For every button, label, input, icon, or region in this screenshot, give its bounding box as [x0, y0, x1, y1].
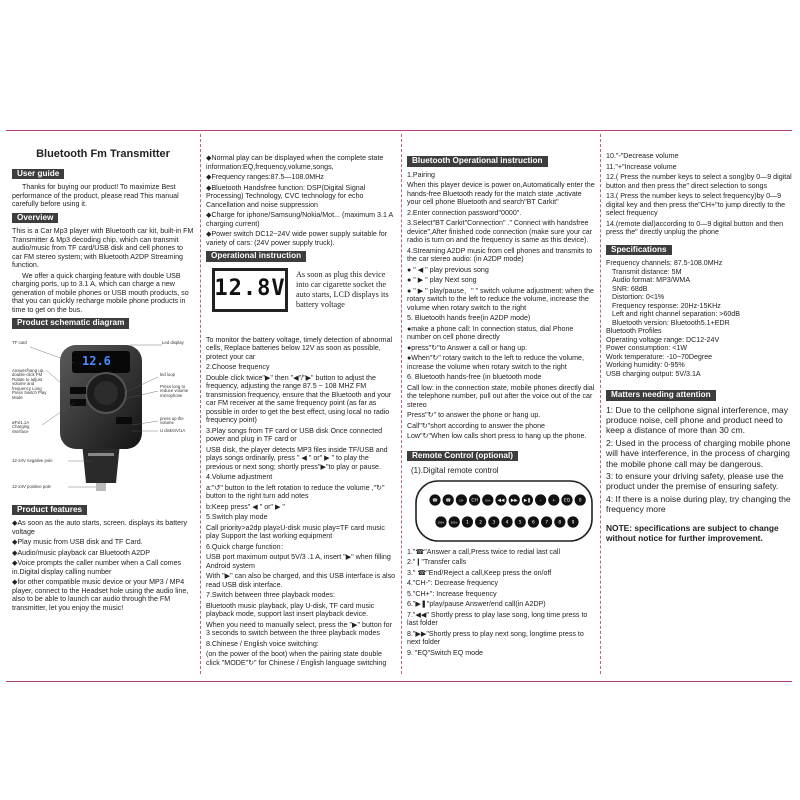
- remote-key-label: 7: [545, 520, 548, 526]
- remote-key-label: ◀◀: [497, 498, 505, 504]
- op-text: Bluetooth music playback, play U-disk, TF card music playback mode, support last insert playback device.: [206, 601, 375, 618]
- remote-key-label: 0: [578, 498, 582, 504]
- bt-text: 5. Bluetooth hands free(in A2DP mode): [407, 314, 531, 322]
- remote-key-label: EQ: [563, 498, 571, 504]
- spec-bullet: ◆Charge for iphone/Samsung/Nokia/Mot... (maximum 3.1 A charging current): [206, 211, 393, 228]
- remote-item: 11."+"Increase volume: [606, 162, 677, 171]
- remote-key-label: 6: [532, 520, 535, 526]
- lcd-caption: As soon as plug this device into car cigarette socket the auto starts, LCD displays its battery voltage: [296, 269, 389, 309]
- op-text: a:"↺" button to the left rotation to reduce the volume ,"↻" button to the right turn add notes: [206, 483, 385, 500]
- negative-pole-label: 12-24V negative pole: [12, 457, 53, 463]
- spec-row: Bluetooth version: Bluetooth5.1+EDR: [612, 318, 730, 327]
- product-schematic: [12, 333, 190, 501]
- remote-key-label: ☎: [445, 498, 451, 504]
- remote-item: 5."CH+": Increase frequency: [407, 589, 497, 598]
- spec-row: Transmit distance: 5M: [612, 267, 682, 276]
- remote-key-label: 1: [466, 520, 469, 526]
- remote-item: 1."☎"Answer a call,Press twice to redial last call: [407, 547, 561, 556]
- remote-subtitle: (1).Digital remote control: [411, 466, 499, 475]
- column-1: [12, 140, 194, 670]
- attention-header: Matters needing attention: [606, 390, 716, 401]
- column-3: [407, 152, 595, 682]
- bt-text: ● " ▶ " play/pause，" " switch volume adjustment: when the rotary switch to the left to reduce the volume, increase the volume when rotary switch to the right: [407, 286, 594, 312]
- remote-key-label: -: [539, 498, 542, 504]
- lcd-illustration: [212, 268, 396, 312]
- remote-item: 7."◀◀" Shortly press to play lase song, long time press to last folder: [407, 610, 588, 627]
- note-text: NOTE: specifications are subject to change without notice for further improvement.: [606, 522, 779, 543]
- attention-item: 1: Due to the cellphone signal interference, may produce noise, cell phone and product need to keep a distance of more than 30 cm.: [606, 404, 789, 436]
- remote-key-label: CH-: [459, 499, 464, 503]
- spec-bullet: ◆Normal play can be displayed when the complete state information:EQ,frequency,volume,songs,: [206, 154, 384, 171]
- manual-title: Bluetooth Fm Transmitter: [36, 148, 170, 160]
- column-divider: [600, 134, 601, 674]
- bt-text: When this player device is power on,Automatically enter the hands-free Bluetooth ready for the match state ,activate your cell phone Bluetooth and search"BT Carkit": [407, 181, 595, 206]
- op-text: 2.Choose frequency: [206, 363, 270, 371]
- bt-text: Call low: in the connection state, mobile phones directly dial the telephone number, pull out after the voice out of the car stereo: [407, 383, 595, 409]
- op-text: Call priority>a2dp play≥U-disk music play=TF card music play Support the last working equipment: [206, 523, 385, 540]
- remote-key-label: 200+: [450, 521, 458, 525]
- remote-key-label: 3: [492, 520, 496, 526]
- remote-key-label: +: [551, 498, 556, 504]
- op-text: (on the power of the boot) when the pairing state double click "MODE"↻" for Chinese / English language switching: [206, 650, 387, 667]
- remote-control: [415, 480, 593, 542]
- remote-item: 8."▶▶"Shortly press to play next song, longtime press to next folder: [407, 629, 584, 646]
- feature-item: ◆As soon as the auto starts, screen. displays its battery voltage: [12, 519, 187, 536]
- usb-label: U disk/SV/1A: [160, 427, 186, 433]
- bt-text: ● " ◀ " play previous song: [407, 265, 489, 274]
- bt-text: 6. Bluetooth hands-free (in bluetooth mode: [407, 373, 542, 381]
- bt-text: 4.Streaming A2DP music from cell phones and transmits to the car stereo audio: (in A2DP mode): [407, 246, 593, 263]
- feature-item: ◆Play music from USB disk and TF Card.: [12, 538, 143, 546]
- remote-item: 4."CH-": Decrease frequency: [407, 579, 498, 587]
- bt-text: Call"↻"short according to answer the phone: [407, 421, 545, 430]
- remote-item: 9. "EQ"Switch EQ mode: [407, 648, 484, 657]
- bluetooth-op-header: Bluetooth Operational instruction: [407, 156, 548, 167]
- spec-row: Working humidity: 0-95%: [606, 361, 685, 369]
- bt-text: ● " ▶ " play Next song: [407, 276, 477, 284]
- remote-item: 13.( Press the number keys to select frequency)by 0—9 digital key and then press the"CH+"to jump directly to the select frequency: [606, 192, 786, 217]
- bt-text: ●press"↻"to Answer a call or hang up.: [407, 343, 528, 352]
- op-text: Double click twice"▶" then "◀"/"▶" button to adjust the frequency, adjusting the range 87.5 ~ 108 MHZ FM transmission frequency, ensure that the Bluetooth and your car FM receiver at the same frequency point (as far as possible in order to get the best effect, using local no radio frequency point): [206, 373, 392, 424]
- spec-row: USB charging output: 5V/3.1A: [606, 369, 701, 378]
- spec-row: Frequency channels: 87.5-108.0MHz: [606, 259, 723, 267]
- overview-paragraph: This is a Car Mp3 player with Bluetooth car kit, built-in FM Transmitter & Mp3 decoding chip, which can transmit audio/music from TF card/USB disk and cell phones to car FM stereo system; with Bluetooth A2DP Streaming function.: [12, 227, 194, 269]
- remote-header: Remote Control (optional): [407, 451, 518, 462]
- op-text: When you need to manually select, press the "▶" button for 3 seconds to switch between the three playback modes: [206, 620, 392, 637]
- attention-item: 3: to ensure your driving safety, please use the product under the premise of ensuring safety.: [606, 470, 784, 492]
- remote-key-label: 4: [505, 520, 509, 526]
- features-header: Product features: [12, 505, 87, 516]
- op-text: USB port maximum output 5V/3 .1 A, insert "▶" when filling Android system: [206, 553, 391, 570]
- overview-paragraph: We offer a quick charging feature with double USB charging ports, up to 3.1 A, which can charge a new generation of mobile phones or USB mouth products, so that you can quickly recharge mobile phone products in time to get on the bus.: [12, 271, 189, 314]
- spec-bullet: ◆Power switch DC12~24V wide power supply suitable for variety of cars: (24V power supply truck).: [206, 230, 388, 247]
- remote-key-label: 2: [479, 520, 482, 526]
- remote-key-label: ☎: [432, 498, 438, 504]
- spec-row: Audio format: MP3/WMA: [612, 276, 691, 284]
- bt-text: 1.Pairing: [407, 170, 435, 179]
- feature-item: ◆Voice prompts the caller number when a Call comes in.Digital display calling number: [12, 559, 182, 576]
- op-text: 6.Quick charge function：: [206, 542, 288, 551]
- op-text: 3.Play songs from TF card or USB disk Once connected power and plug in TF card or: [206, 426, 383, 443]
- attention-item: 4: If there is a noise during play, try changing the frequency more: [606, 493, 791, 515]
- column-2: [206, 154, 396, 684]
- spec-row: Bluetooth Profiles: [606, 327, 662, 335]
- spec-row: Power consumption: <1W: [606, 344, 688, 352]
- op-text: 5.Switch play mode: [206, 513, 268, 521]
- remote-key-label: 9: [571, 520, 575, 526]
- column-4: [606, 152, 792, 682]
- remote-key-label: CH: [471, 498, 478, 504]
- remote-item: 6."▶❚"play/pause Answer/end call(in A2DP): [407, 600, 546, 608]
- op-text: b:Keep press" ◀ " or" ▶ ": [206, 502, 285, 511]
- op-text: 4.Volume adjustment: [206, 473, 273, 481]
- specifications-header: Specifications: [606, 245, 672, 256]
- positive-pole-label: 12-24V positive pole: [12, 483, 51, 489]
- user-guide-text: Thanks for buying our product! To maximize Best performance of the product, please read This manual carefully before using it.: [12, 183, 179, 208]
- specifications-list: [606, 259, 792, 378]
- column-divider: [200, 134, 201, 674]
- remote-item: 10."-"Decrease volume: [606, 152, 679, 160]
- op-text: To monitor the battery voltage, timely detection of abnormal cells, Replace batteries below 12V as soon as possible, protect your car: [206, 335, 393, 361]
- op-text: USB disk, the player detects MP3 files inside TF/USB and plays songs ordinarily, press " ◀ " or" ▶ " to play the previous or next song; shortly press"▶"to play or pause.: [206, 445, 388, 471]
- schematic-header: Product schematic diagram: [12, 318, 129, 329]
- remote-item: 14.(remote dial)according to 0—9 digital button and then press the" directly unplug the phone: [606, 219, 784, 236]
- attention-item: 2: Used in the process of charging mobile phone will have interference, in the process of charging the mobile phone call may be dangerous.: [606, 437, 791, 469]
- spec-bullet: ◆Frequency ranges:87.5—108.0MHz: [206, 173, 324, 181]
- spec-row: Distortion: 0<1%: [612, 293, 665, 301]
- user-guide-header: User guide: [12, 169, 64, 180]
- overview-header: Overview: [12, 213, 58, 224]
- remote-key-label: ▶▶: [510, 498, 518, 504]
- led-display-label: Led display: [162, 339, 184, 345]
- press-car-label: press up the volume: [160, 415, 184, 426]
- feature-item: ◆Audio/music playback car Bluetooth A2DP: [12, 548, 150, 557]
- op-text: With "▶" can also be charged, and this USB interface is also read USB disk interface.: [206, 572, 396, 589]
- bt-text: 3.Select"BT Carkit"Connection" ." Connect with handsfree device",After finished code connection (make sure your car radio is turn on and the frequency is same as this device).: [407, 219, 593, 244]
- bt-text: Low"↻"When low calls short press to hang up the phone.: [407, 432, 587, 440]
- remote-key-label: ▶❚: [523, 498, 531, 504]
- remote-key-label: 8: [558, 520, 562, 526]
- lcd-voltage-display: 12.8V: [212, 268, 288, 312]
- spec-row: Frequency response: 20Hz-15KHz: [612, 301, 721, 310]
- operational-header: Operational instruction: [206, 251, 306, 262]
- tf-card-label: TF card: [12, 339, 27, 345]
- remote-item: 12.( Press the number keys to select a song)by 0—9 digital button and then press the" direct selection to songs: [606, 173, 792, 190]
- op-text: 7.Switch between three playback modes:: [206, 591, 335, 599]
- press-long-label: Press long to reduce volume microphone: [160, 383, 189, 398]
- remote-control-image: [415, 480, 593, 542]
- charge-port-label: øFxl1.1A Charging interface: [12, 419, 30, 434]
- spec-row: Left and right channel separation: >60dB: [612, 310, 740, 318]
- column-divider: [401, 134, 402, 674]
- spec-row: Operating voltage range: DC12-24V: [606, 335, 720, 344]
- remote-item: 3." ☎"End/Reject a call,Keep press the on/off: [407, 568, 552, 577]
- led-loop-label: led loop: [160, 371, 176, 377]
- remote-item: 2."❙"Transfer calls: [407, 558, 467, 566]
- bt-text: Press"↻" to answer the phone or hang up.: [407, 411, 541, 419]
- schematic-lcd-value: 12.6: [82, 353, 111, 368]
- spec-bullet: ◆Bluetooth Handsfree function: DSP(Digital Signal Processing) Technology, CVC technology for echo Cancellation and noise suppression: [206, 183, 366, 209]
- op-text: 8.Chinese / English voice switching:: [206, 639, 319, 648]
- remote-key-label: 100+: [437, 521, 445, 525]
- spec-row: SNR: 68dB: [612, 284, 648, 293]
- feature-item: ◆for other compatible music device or your MP3 / MP4 player, connect to the Headset hole using the audio line, also to be able to launch car audio through the FM transmitter, let you enjoy the music!: [12, 578, 189, 612]
- remote-key-label: 5: [518, 520, 522, 526]
- spec-row: Work temperature: -10~70Degree: [606, 352, 713, 361]
- bt-text: ●When"↻" rotary switch to the left to reduce the volume, increase the volume when rotary switch to the right: [407, 354, 584, 371]
- remote-key-label: CH+: [484, 499, 491, 503]
- bt-text: 2.Enter connection password"0000".: [407, 208, 522, 217]
- bt-text: ●make a phone call: In connection status, dial Phone number on cell phone directly: [407, 324, 574, 341]
- answer-label: Answer/hang up, double-click FM Rotate to adjust volume and frequency Long Press Switch Play Mode: [12, 367, 47, 401]
